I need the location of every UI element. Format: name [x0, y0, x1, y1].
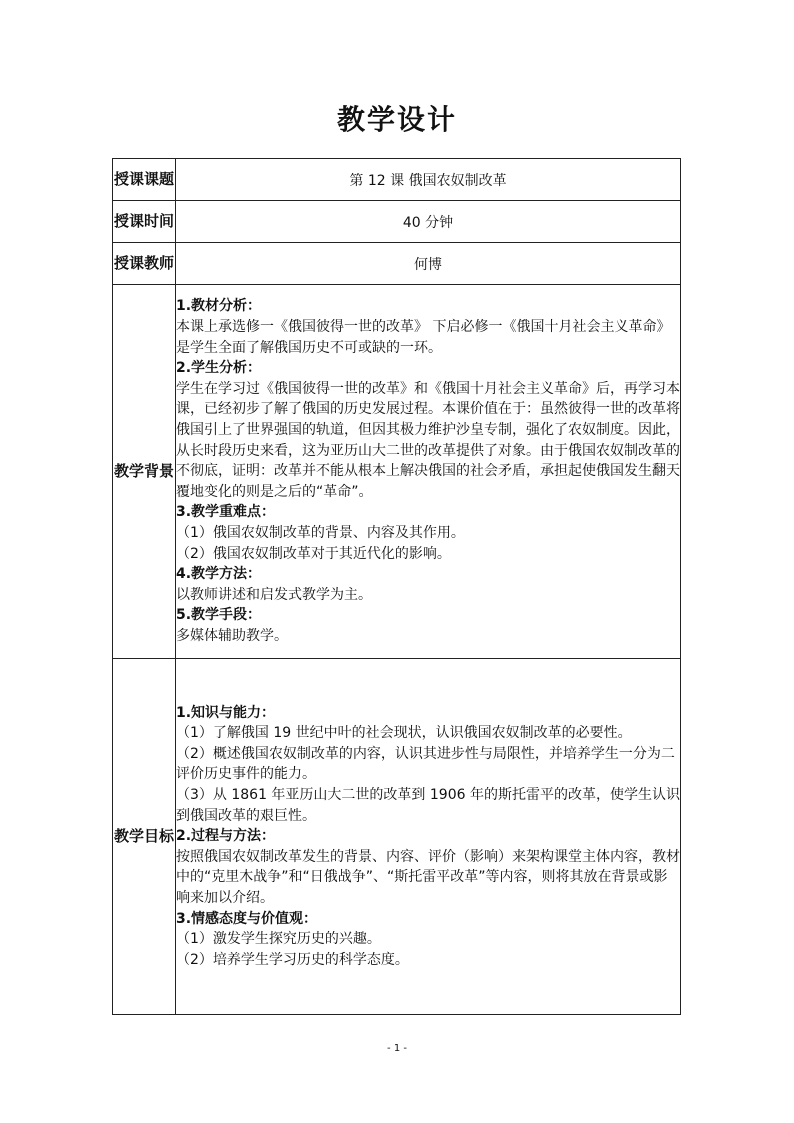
topic-row: [113, 159, 681, 201]
goals-content: [176, 659, 681, 1015]
topic-label: 授课课题: [113, 159, 176, 201]
page-number: - 1 -: [387, 1043, 407, 1054]
time-value: 40 分钟: [176, 201, 681, 243]
time-row: [113, 201, 681, 243]
goals-line: （1）了解俄国 19 世纪中叶的社会现状，认识俄国农奴制改革的必要性。: [176, 725, 632, 742]
goals-label: 教学目标: [113, 659, 176, 1015]
background-label: 教学背景: [113, 285, 176, 659]
background-line: （1）俄国农奴制改革的背景、内容及其作用。: [176, 524, 465, 541]
background-heading: 1.教材分析：: [176, 298, 262, 315]
background-heading: 4.教学方法：: [176, 566, 262, 583]
goals-line: （1）激发学生探究历史的兴趣。: [176, 931, 381, 948]
goals-row: [113, 659, 681, 1015]
background-heading: 5.教学手段：: [176, 607, 262, 624]
background-heading: 3.教学重难点：: [176, 504, 276, 521]
teacher-value: 何博: [176, 243, 681, 285]
goals-heading: 1.知识与能力：: [176, 704, 276, 721]
goals-line: （2）概述俄国农奴制改革的内容，认识其进步性与局限性，并培养学生一分为二评价历史事件的能力。: [176, 745, 675, 783]
goals-line: （2）培养学生学习历史的科学态度。: [176, 951, 409, 968]
teacher-label: 授课教师: [113, 243, 176, 285]
topic-value: 第 12 课 俄国农奴制改革: [176, 159, 681, 201]
lesson-plan-table: [112, 158, 681, 1015]
background-line: （2）俄国农奴制改革对于其近代化的影响。: [176, 545, 451, 562]
background-line: 本课上承选修一《俄国彼得一世的改革》 下启必修一《俄国十月社会主义革命》 是学生全面了解俄国历史不可或缺的一环。: [176, 319, 671, 356]
goals-line: 按照俄国农奴制改革发生的背景、内容、评价（影响）来架构课堂主体内容，教材中的“克里木战争”和“日俄战争”、“斯托雷平改革”等内容，则将其放在背景或影响来加以介绍。: [176, 848, 680, 906]
background-line: 多媒体辅助教学。: [176, 627, 288, 644]
goals-line: （3）从 1861 年亚历山大二世的改革到 1906 年的斯托雷平的改革，使学生认识到俄国改革的艰巨性。: [176, 787, 680, 824]
background-heading: 2.学生分析：: [176, 360, 262, 377]
teacher-row: [113, 243, 681, 285]
goals-heading: 3.情感态度与价值观：: [176, 910, 318, 927]
time-label: 授课时间: [113, 201, 176, 243]
background-line: 以教师讲述和启发式教学为主。: [176, 586, 372, 603]
page-title: 教学设计: [336, 103, 457, 136]
background-line: 学生在学习过《俄国彼得一世的改革》和《俄国十月社会主义革命》后，再学习本课，已经初步了解了俄国的历史发展过程。本课价值在于：虽然彼得一世的改革将俄国引上了世界强国的轨道，但因其极力维护沙皇专制，强化了农奴制度。因此，从长时段历史来看，这为亚历山大二世的改革提供了对象。由于俄国农奴制改革的不彻底，证明：改革并不能从根本上解决俄国的社会矛盾，承担起使俄国发生翻天覆地变化的则是之后的“革命”。: [176, 380, 680, 500]
background-content: [176, 285, 681, 659]
background-row: [113, 285, 681, 659]
goals-heading: 2.过程与方法：: [176, 828, 276, 845]
